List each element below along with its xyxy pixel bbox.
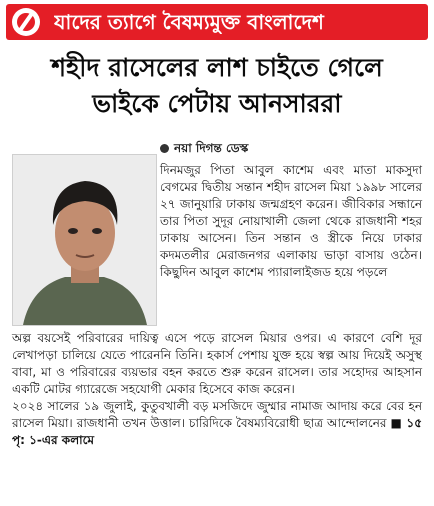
paragraph-3-text: ২০২৪ সালের ১৯ জুলাই, কুতুবখালী বড় মসজিদে জুম্মার নামাজ আদায় করে বের হন রাসেল মিয়া। রাজধানী তখন উত্তাল। চারিদিকে বৈষম্যবিরোধী ছাত্র আন্দোলনের (12, 399, 422, 430)
headline-line-1: শহীদ রাসেলের লাশ চাইতে গেলে (51, 53, 383, 82)
banner-title: যাদের ত্যাগে বৈষম্যমুক্ত বাংলাদেশ (54, 10, 324, 34)
paragraph-1: দিনমজুর পিতা আবুল কাশেম এবং মাতা মাকসুদা বেগমের দ্বিতীয় সন্তান শহীদ রাসেল মিয়া ১৯৯৮ সালের ২৭ জানুয়ারি ঢাকায় জন্মগ্রহণ করেন। জীবিকার সন্ধানে তার পিতা সুদূর নোয়াখালী জেলা থেকে রাজধানী শহর ঢাকায় আসেন। তিন সন্তান ও স্ত্রীকে নিয়ে ঢাকার কদমতলীর মেরাজনগর এলাকায় ভাড়া বাসায় ওঠেন। কিছুদিন আবুল কাশেম প্যারালাইজড হয়ে পড়লে (160, 163, 422, 279)
bullet-icon (160, 144, 169, 153)
headline (6, 50, 428, 122)
paragraph-3 (12, 398, 422, 449)
portrait-photo (12, 154, 157, 326)
article-full-text (12, 330, 422, 449)
section-banner (6, 4, 428, 40)
byline (160, 140, 248, 160)
paragraph-2: অল্প বয়সেই পরিবারের দায়িত্ব এসে পড়ে রাসেল মিয়ার ওপর। এ কারণে বেশি দূর লেখাপড়া চালিয়ে যেতে পারেননি তিনি। হকার্স পেশায় যুক্ত হয়ে স্বল্প আয় দিয়েই অসুস্থ বাবা, মা ও পরিবারের ব্যয়ভার বহন করতে শুরু করেন রাসেল। তার সহোদর আহসান একটি মোটর গ্যারেজে সহযোগী মেকার হিসেবে কাজ করেন। (12, 331, 422, 396)
article-column-text (160, 162, 422, 281)
banner-logo-icon (12, 8, 40, 36)
headline-line-2: ভাইকে পেটায় আনসাররা (92, 89, 342, 118)
byline-text: নয়া দিগন্ত ডেস্ক (174, 141, 249, 155)
continuation-note[interactable]: ■ ১৫ পৃ: ১-এর কলামে (12, 416, 422, 447)
